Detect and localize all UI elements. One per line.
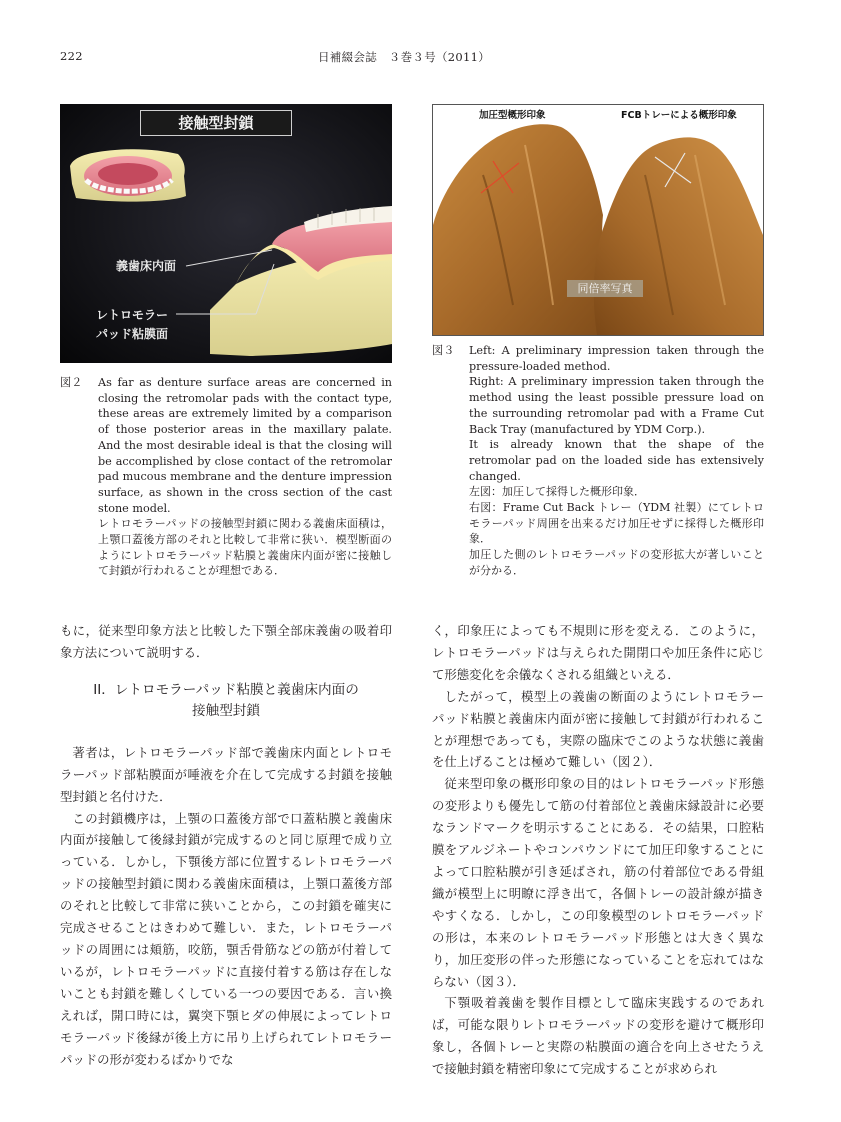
figure-3-image xyxy=(432,104,764,336)
label-pressure-impression: 加圧型概形印象 xyxy=(479,110,546,121)
section-heading-line2: 接触型封鎖 xyxy=(192,702,260,719)
figure-3-caption-jp-1: 左図：加圧して採得した概形印象． xyxy=(469,485,645,499)
section-heading xyxy=(60,680,392,722)
figure-2-caption xyxy=(60,375,392,579)
body-column-left xyxy=(60,620,392,1070)
paragraph: したがって，模型上の義歯の断面のようにレトロモラーパッド粘膜と義歯床内面が密に接触して封鎖が行われることが理想であっても，実際の臨床でこのような状態に義歯を仕上げることは極めて難しい（図２）． xyxy=(432,688,764,770)
figure-3-caption-jp-2: 右図：Frame Cut Back トレー（YDM 社製）にてレトロモラーパッド周囲を出来るだけ加圧せずに採得した概形印象． xyxy=(469,501,764,546)
label-retromolar-line2: パッド粘膜面 xyxy=(96,327,169,341)
label-fcb-impression: FCBトレーによる概形印象 xyxy=(621,110,737,121)
paragraph: もに，従来型印象方法と比較した下顎全部床義歯の吸着印象方法について説明する． xyxy=(60,623,392,660)
label-same-magnification: 同倍率写真 xyxy=(567,280,643,297)
figure-2-caption-en: As far as denture surface areas are concerned in closing the retromolar pads with the contact type, these areas are extremely limited by a comparison of those posterior areas in the maxillary palate. And the most desirable ideal is that the closing will be accomplished by close contact of the retromolar pad mucous membrane and the denture impression surface, as shown in the cross section of the cast stone model. xyxy=(98,376,392,515)
figure-2-number: 図２ xyxy=(60,376,83,389)
paragraph: 著者は，レトロモラーパッド部で義歯床内面とレトロモラーパッド部粘膜面が唾液を介在して完成する封鎖を接触型封鎖と名付けた． xyxy=(60,744,392,804)
paragraph: く，印象圧によっても不規則に形を変える．このように，レトロモラーパッドは与えられた開閉口や加圧条件に応じて形態変化を余儀なくされる組織といえる． xyxy=(432,623,764,682)
paragraph: 下顎吸着義歯を製作目標として臨床実践するのであれば，可能な限りレトロモラーパッドの変形を避けて概形印象し，各個トレーと実際の粘膜面の適合を向上させたうえで接触封鎖を精密印象にて完成することが求められ xyxy=(432,995,764,1077)
figure-3-caption-en-2: Right: A preliminary impression taken through the method using the least possible pressure load on the surrounding retromolar pad with a Frame Cut Back Tray (manufactured by YDM Corp.). xyxy=(469,375,764,436)
figure-2-title: 接触型封鎖 xyxy=(140,110,292,136)
paragraph: この封鎖機序は，上顎の口蓋後方部で口蓋粘膜と義歯床内面が接触して後縁封鎖が完成するのと同じ原理で成り立っている．しかし，下顎後方部に位置するレトロモラーパッドの接触型封鎖に関わる義歯床面積は，上顎口蓋後方部のそれと比較して非常に狭いことから，この封鎖を確実に完成させることはきわめて難しい．また，レトロモラーパッドの周囲には頬筋，咬筋，顎舌骨筋などの筋が付着しているが，レトロモラーパッドに直接付着する筋は存在しないことも封鎖を難しくしている一つの要因である．言い換えれば，開口時には，翼突下顎ヒダの伸展によってレトロモラーパッド後縁が後上方に吊り上げられてレトロモラーパッドの形が変わるばかりでな xyxy=(60,810,392,1067)
label-denture-surface: 義歯床内面 xyxy=(116,259,177,273)
figure-3-caption-jp-3: 加圧した側のレトロモラーパッドの変形拡大が著しいことが分かる． xyxy=(469,548,764,577)
figure-3-caption xyxy=(432,343,764,579)
impression-photo-illustration xyxy=(433,105,763,335)
figure-3-number: 図３ xyxy=(432,344,455,357)
section-heading-line1: II．レトロモラーパッド粘膜と義歯床内面の xyxy=(93,681,359,698)
figure-3-caption-en-3: It is already known that the shape of the retromolar pad on the loaded side has extensively changed. xyxy=(469,438,764,483)
journal-header: 日補綴会誌 ３巻３号（2011） xyxy=(318,50,491,64)
body-column-right xyxy=(432,620,764,1080)
label-retromolar-line1: レトロモラー xyxy=(96,308,169,322)
paragraph: 従来型印象の概形印象の目的はレトロモラーパッド形態の変形よりも優先して筋の付着部位と義歯床縁設計に必要なランドマークを明示することにある．その結果，口腔粘膜をアルジネートやコンパウンドにて加圧印象することによって口腔粘膜が引き延ばされ，筋の付着部位である骨組織が模型上に明瞭に浮き出て，各個トレーの設計線が描きやすくなる．しかし，この印象模型のレトロモラーパッドの形は，本来のレトロモラーパッド形態とは大きく異なり，加圧変形の伴った形態になっていることを忘れてはならない（図３）． xyxy=(432,776,764,989)
figure-3-caption-en-1: Left: A preliminary impression taken through the pressure-loaded method. xyxy=(469,344,764,373)
figure-2-image xyxy=(60,104,392,363)
page-number: 222 xyxy=(60,49,83,63)
figure-2-caption-jp: レトロモラーパッドの接触型封鎖に関わる義歯床面積は，上顎口蓋後方部のそれと比較して非常に狭い．模型断面のようにレトロモラーパッド粘膜と義歯床内面が密に接触して封鎖が行われることが理想である． xyxy=(98,517,392,578)
